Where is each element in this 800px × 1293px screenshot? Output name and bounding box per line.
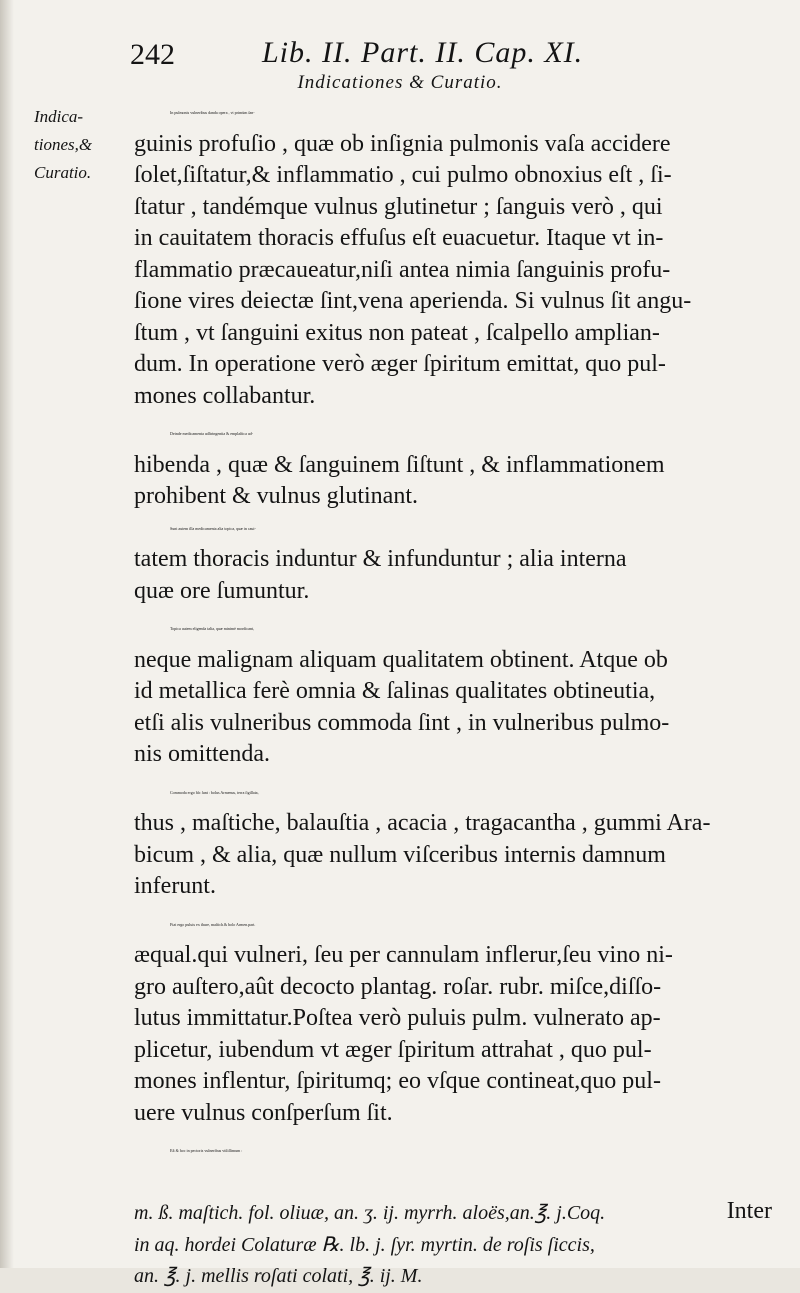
margin-note	[34, 103, 134, 187]
margin-note-line: Curatio.	[34, 163, 92, 182]
text-line: tatem thoracis induntur & infunduntur ; alia interna	[134, 546, 627, 572]
text-line: ſione vires deiectæ ſint,vena aperienda. Si vulnus ſit angu-	[134, 288, 692, 314]
text-line: bicum , & alia, quæ nullum viſceribus internis damnum	[134, 841, 666, 868]
paragraph	[134, 909, 768, 1130]
gutter-shadow	[0, 0, 14, 1268]
text-line: gro auſtero,aût decocto plantag. roſar. rubr. miſce,diſſo-	[134, 973, 662, 1000]
text-line: Sunt autem illa medicamenta alia topica, quæ in caui-	[170, 525, 256, 531]
section-heading: Indicationes & Curatio.	[297, 72, 503, 93]
text-line: mones inflentur, ſpiritumq; eo vſque contineat,quo pul-	[134, 1068, 661, 1094]
running-title: Lib. II. Part. II. Cap. XI.	[262, 36, 584, 69]
text-line: Eſt & hoc in pectoris vulneribus vtiliſſimum :	[170, 1148, 243, 1153]
text-line: flammatio præcaueatur,niſi antea nimia ſanguinis profu-	[134, 256, 671, 283]
text-line: m. ß. maſtich. fol. oliuæ, an. ʒ. ij. myrrh. aloës,an.℥. j.Coq.	[134, 1202, 606, 1224]
text-line: an. ℥. j. mellis roſati colati, ℥. ij. M.	[134, 1265, 423, 1287]
text-line: uere vulnus conſperſum ſit.	[134, 1099, 393, 1126]
text-line: etſi alis vulneribus commoda ſint , in vulneribus pulmo-	[134, 709, 670, 736]
text-line: hibenda , quæ & ſanguinem ſiſtunt , & inflammationem	[134, 451, 665, 478]
text-line: in aq. hordei Colaturæ ℞. lb. j. ſyr. myrtin. de roſis ſiccis,	[134, 1233, 595, 1256]
text-line: mones collabantur.	[134, 382, 316, 409]
text-line: ſtatur , tandémque vulnus glutinetur ; ſanguis verò , qui	[134, 193, 663, 220]
text-line: thus , maſtiche, balauſtia , acacia , tragacantha , gummi Ara-	[134, 810, 711, 836]
text-line: æqual.qui vulneri, ſeu per cannulam inflerur,ſeu vino ni-	[134, 942, 673, 968]
text-line: ſolet,ſiſtatur,& inflammatio , cui pulmo obnoxius eſt , ſi-	[134, 162, 672, 188]
text-line: In pulmonis vulneribus danda opera , vt primùm ſan-	[170, 110, 255, 115]
text-line: Commoda ergo hîc ſunt : bolus Armenus, terra ſigillata,	[170, 789, 259, 795]
text-line: Fiat ergo puluis ex thure, maſtich.& bolo Armen.part.	[170, 921, 256, 927]
paragraph	[134, 418, 768, 513]
text-line: quæ ore ſumuntur.	[134, 577, 310, 604]
text-line: Deinde medicamenta adſtringentia & emplaſtica ad-	[170, 431, 253, 436]
text-line: in cauitatem thoracis effuſus eſt euacuetur. Itaque vt in-	[134, 225, 664, 251]
margin-note-line: Indica-	[34, 107, 84, 126]
page-number: 242	[130, 38, 175, 71]
text-line	[134, 1167, 768, 1199]
text-line: neque malignam aliquam qualitatem obtinent. Atque ob	[134, 646, 668, 673]
paragraph	[134, 97, 768, 412]
paragraph	[134, 513, 768, 608]
paragraph	[134, 1135, 768, 1167]
text-line: dum. In operatione verò æger ſpiritum emittat, quo pul-	[134, 351, 666, 377]
body-text	[134, 97, 768, 1293]
text-line: plicetur, iubendum vt æger ſpiritum attrahat , quo pul-	[134, 1036, 652, 1063]
page-header	[130, 28, 690, 78]
text-line: id metallica ferè omnia & ſalinas qualitates obtineutia,	[134, 678, 656, 704]
catchword: Inter	[726, 1198, 772, 1224]
text-line: prohibent & vulnus glutinant.	[134, 483, 418, 509]
paragraph	[134, 1167, 768, 1293]
text-line: inferunt.	[134, 873, 216, 899]
text-line: Topica autem eligenda talia, quæ minimè mordicant,	[170, 626, 255, 631]
paragraph	[134, 613, 768, 771]
text-line: ſtum , vt ſanguini exitus non pateat , ſcalpello amplian-	[134, 319, 660, 346]
text-line: nis omittenda.	[134, 741, 270, 767]
paragraph	[134, 777, 768, 903]
text-line: guinis profuſio , quæ ob inſignia pulmonis vaſa accidere	[134, 130, 671, 157]
margin-note-line: tiones,&	[34, 135, 93, 154]
text-line: lutus immittatur.Poſtea verò puluis pulm. vulnerato ap-	[134, 1005, 661, 1031]
